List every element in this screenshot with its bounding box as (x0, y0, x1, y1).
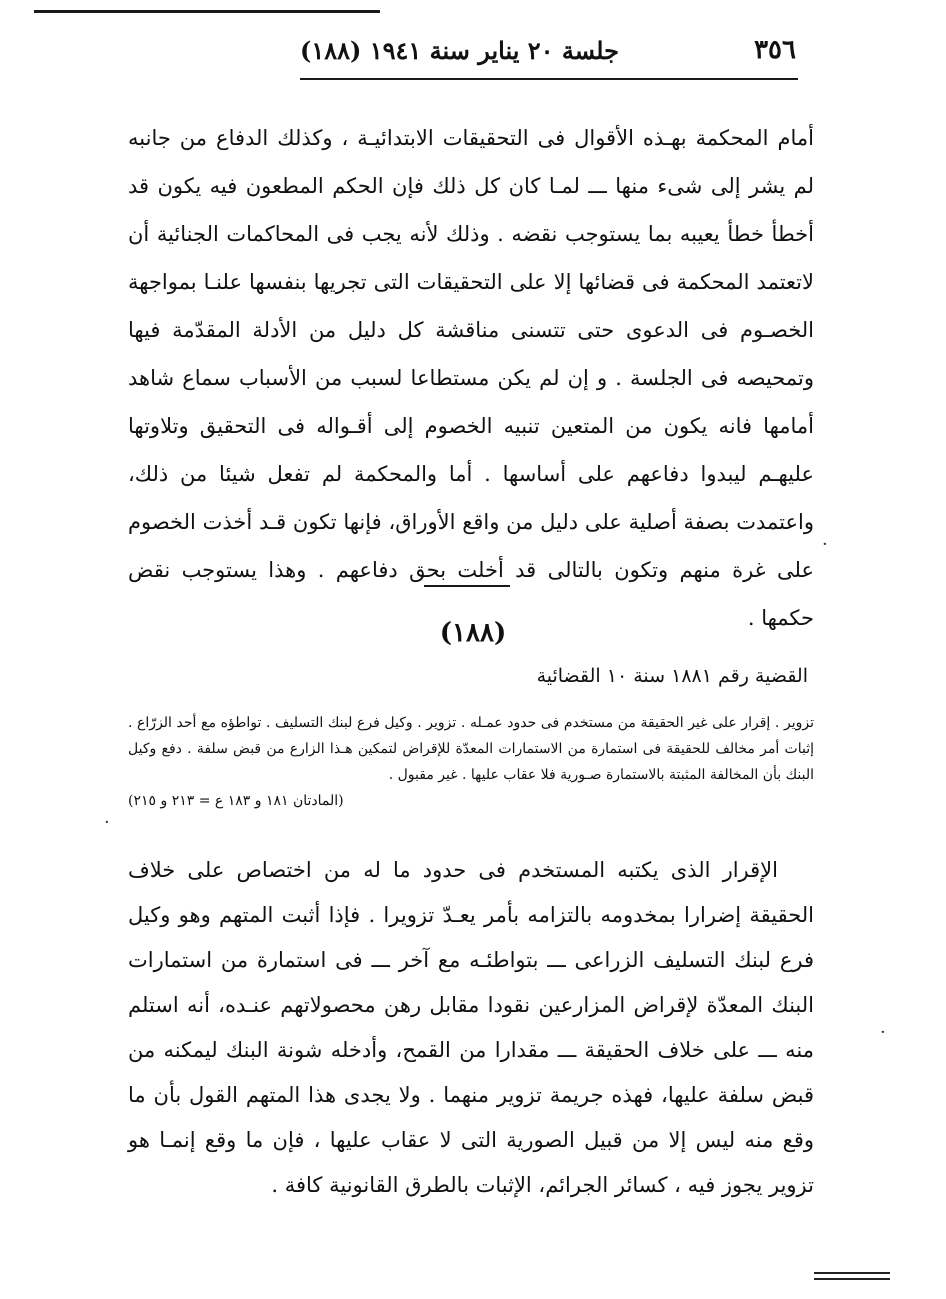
margin-mark: · (822, 534, 828, 555)
principle-text: الإقرار الذى يكتبه المستخدم فى حدود ما له من اختصاص على خلاف الحقيقة إضرارا بمخدومه بالتزامه بأمر يعـدّ تزويرا . فإذا أثبت المتهم وهو وكيل فرع لبنك التسليف الزراعى ـــ بتواطئـه مع آخر ـــ فى استمارة من استمارات البنك المعدّة لإقراض المزارعين نقودا مقابل رهن محصولاتهم عنـده، أنه استلم منه ـــ على خلاف الحقيقة ـــ مقدارا من القمح، وأدخله شونة البنك ليمكنه من قبض سلفة عليها، فهذه جريمة تزوير منهما . ولا يجدى هذا المتهم القول بأن ما وقع منه ليس إلا من قبيل الصورية التى لا عقاب عليها ، فإن ما وقع إنمـا هو تزوير يجوز فيه ، كسائر الجرائم، الإثبات بالطرق القانونية كافة . (128, 858, 814, 1197)
margin-mark: · (104, 812, 110, 833)
summary-text: تزوير . إقرار على غير الحقيقة من مستخدم فى حدود عمـله . تزوير . وكيل فرع لبنك التسليف . تواطؤه مع أحد الزرّاع . إثبات أمر مخالف للحقيقة فى استمارة من الاستمارات المعدّة للإقراض لتمكين هـذا الزارع من قبض سلفة . دفع وكيل البنك بأن المخالفة المثبتة بالاستمارة صـورية فلا عقاب عليها . غير مقبول . (128, 715, 814, 783)
section-divider (424, 585, 510, 587)
page-number: ٣٥٦ (754, 35, 796, 65)
bottom-edge-rule (814, 1272, 890, 1274)
case-number: (١٨٨) (439, 618, 507, 648)
judgment-continuation (128, 114, 814, 642)
body-paragraph: أمام المحكمة بهـذه الأقوال فى التحقيقات الابتدائيـة ، وكذلك الدفاع من جانبه لم يشر إلى شىء منها ـــ لمـا كان كل ذلك فإن الحكم المطعون فيه يكون قد أخطأ خطأ يعيبه بما يستوجب نقضه . وذلك لأنه يجب فى المحاكمات الجنائية أن لاتعتمد المحكمة فى قضائها إلا على التحقيقات التى تجريها بنفسها علنـا بمواجهة الخصـوم فى الدعوى حتى تتسنى مناقشة كل دليل من الأدلة المقدّمة فيها وتمحيصه فى الجلسة . و إن لم يكن مستطاعا لسبب من الأسباب سماع شاهد أمامها فانه يكون من المتعين تنبيه الخصوم إلى أقـواله فى التحقيق وتلاوتها عليهـم ليبدوا دفاعهم على أساسها . أما والمحكمة لم تفعل شيئا من ذلك، واعتمدت بصفة أصلية على دليل من واقع الأوراق، فإنها تكون قـد أخذت الخصوم على غرة منهم وتكون بالتالى قد أخلت بحق دفاعهم . وهذا يستوجب نقض حكمها . (128, 126, 814, 630)
session-heading: جلسة ٢٠ يناير سنة ١٩٤١ (١٨٨) (300, 35, 619, 65)
bottom-edge-rule (814, 1278, 890, 1280)
margin-mark: · (880, 1022, 886, 1043)
top-edge-rule (34, 10, 380, 13)
running-header (300, 30, 796, 70)
case-title: القضية رقم ١٨٨١ سنة ١٠ القضائية (536, 665, 808, 687)
articles-reference: (المادتان ١٨١ و ١٨٣ ع = ٢١٣ و ٢١٥) (128, 793, 344, 809)
legal-principle (128, 848, 814, 1208)
summary-articles-line (128, 788, 814, 814)
case-summary (128, 710, 814, 814)
header-rule (300, 78, 798, 80)
